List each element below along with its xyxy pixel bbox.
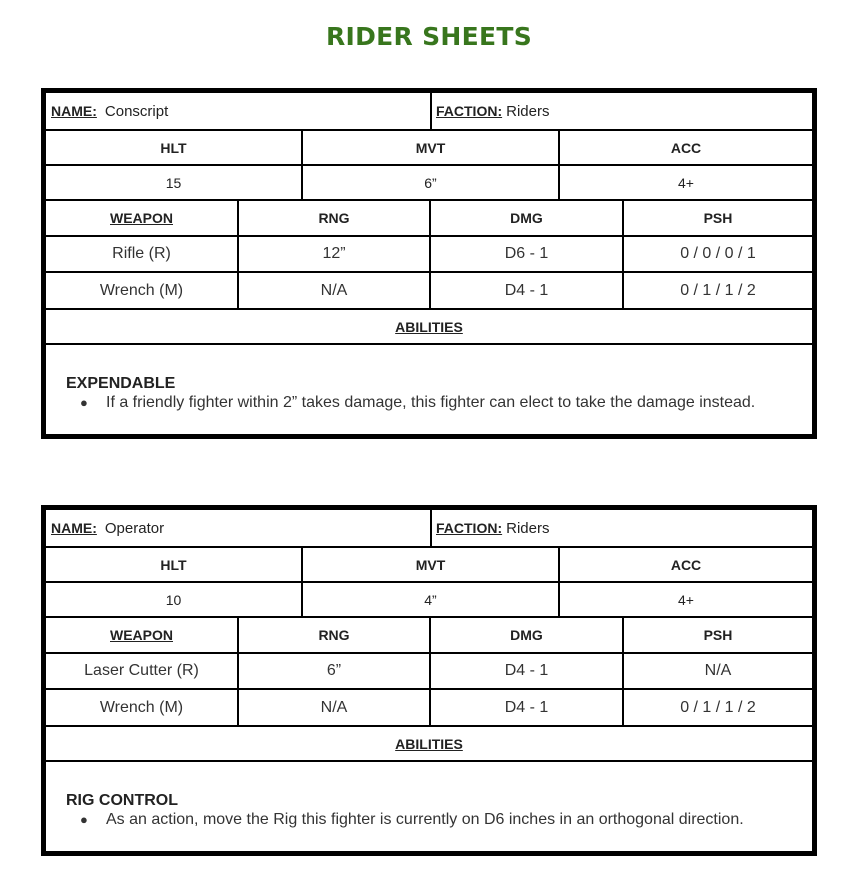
abilities-section <box>46 345 812 434</box>
weapon-dmg: D4 - 1 <box>504 281 549 299</box>
abilities-header-row <box>46 310 812 345</box>
name-cell <box>51 510 431 546</box>
mvt-value: 6” <box>424 174 437 191</box>
dmg-header: DMG <box>510 210 543 226</box>
name-faction-row <box>46 93 812 131</box>
acc-value: 4+ <box>678 591 694 608</box>
name-cell <box>51 93 431 129</box>
acc-header: ACC <box>670 556 702 573</box>
weapon-header-row <box>46 618 812 654</box>
weapon-header-row <box>46 201 812 237</box>
abilities-header-row <box>46 727 812 762</box>
weapon-psh: N/A <box>704 662 732 679</box>
weapon-psh: 0 / 1 / 1 / 2 <box>680 698 756 716</box>
stat-header-row <box>46 131 812 166</box>
ability-name: RIG CONTROL <box>66 792 178 809</box>
weapon-dmg: D6 - 1 <box>504 245 549 262</box>
weapon-rng: 12” <box>322 245 346 262</box>
weapon-rng: N/A <box>320 281 348 299</box>
fighter-sheet-operator <box>41 505 817 856</box>
weapon-row <box>46 273 812 310</box>
weapon-dmg: D4 - 1 <box>504 662 549 679</box>
psh-header: PSH <box>703 627 733 643</box>
weapon-rng: N/A <box>320 698 348 716</box>
page-title: RIDER SHEETS <box>325 22 533 51</box>
ability-bullet-item <box>80 394 755 412</box>
name-faction-row <box>46 510 812 548</box>
divider <box>430 510 432 546</box>
weapon-name: Laser Cutter (R) <box>84 662 199 679</box>
rng-header: RNG <box>318 210 350 226</box>
hlt-value: 15 <box>165 174 182 191</box>
weapon-psh: 0 / 1 / 1 / 2 <box>680 281 756 299</box>
mvt-value: 4” <box>424 591 437 608</box>
weapon-psh: 0 / 0 / 0 / 1 <box>680 245 756 262</box>
dmg-header: DMG <box>510 627 543 643</box>
faction-label: FACTION: <box>436 520 503 536</box>
ability-bullet-item <box>80 811 744 829</box>
fighter-name: Operator <box>104 519 165 537</box>
mvt-header: MVT <box>415 139 446 156</box>
name-label: NAME: <box>51 520 97 536</box>
stat-value-row <box>46 166 812 201</box>
hlt-header: HLT <box>160 139 187 156</box>
weapon-name: Wrench (M) <box>99 281 184 299</box>
weapon-dmg: D4 - 1 <box>504 698 549 716</box>
hlt-header: HLT <box>160 556 187 573</box>
rng-header: RNG <box>318 627 350 643</box>
faction-cell <box>436 93 806 129</box>
weapon-row <box>46 690 812 727</box>
faction-label: FACTION: <box>436 103 503 119</box>
ability-description: As an action, move the Rig this fighter is currently on D6 inches in an orthogonal direction. <box>106 811 744 828</box>
weapon-row <box>46 654 812 690</box>
weapon-row <box>46 237 812 273</box>
mvt-header: MVT <box>415 556 446 573</box>
fighter-name: Conscript <box>104 102 169 120</box>
faction-value: Riders <box>506 519 550 537</box>
abilities-section <box>46 762 812 851</box>
weapon-header: WEAPON <box>110 627 173 643</box>
ability-name: EXPENDABLE <box>66 375 176 392</box>
abilities-header: ABILITIES <box>395 318 463 335</box>
stat-header-row <box>46 548 812 583</box>
weapon-rng: 6” <box>326 662 342 679</box>
weapon-header: WEAPON <box>110 210 173 226</box>
stat-value-row <box>46 583 812 618</box>
psh-header: PSH <box>703 210 733 226</box>
name-label: NAME: <box>51 103 97 119</box>
fighter-sheet-conscript <box>41 88 817 439</box>
ability-description: If a friendly fighter within 2” takes damage, this fighter can elect to take the damage instead. <box>106 394 756 411</box>
hlt-value: 10 <box>165 591 182 608</box>
faction-cell <box>436 510 806 546</box>
abilities-header: ABILITIES <box>395 735 463 752</box>
weapon-name: Wrench (M) <box>99 698 184 716</box>
acc-value: 4+ <box>678 174 694 191</box>
bullet-icon: ● <box>80 395 88 410</box>
bullet-icon: ● <box>80 812 88 827</box>
acc-header: ACC <box>670 139 702 156</box>
divider <box>430 93 432 129</box>
weapon-name: Rifle (R) <box>112 245 171 262</box>
faction-value: Riders <box>506 102 550 120</box>
